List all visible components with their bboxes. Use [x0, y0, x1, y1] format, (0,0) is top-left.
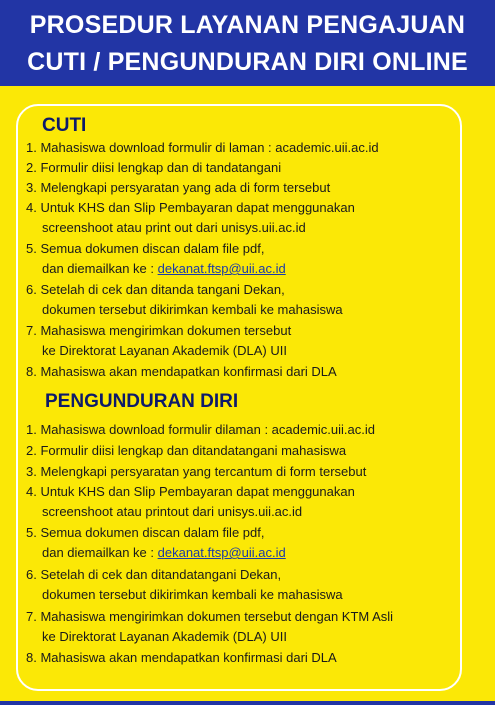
- pengunduran-step-5: 5. Semua dokumen discan dalam file pdf,: [26, 525, 265, 540]
- cuti-step-5-cont: [42, 259, 286, 279]
- pengunduran-step-5-cont: [42, 543, 286, 563]
- cuti-step-4: 4. Untuk KHS dan Slip Pembayaran dapat menggunakan: [26, 200, 355, 215]
- pengunduran-step-6-cont: dokumen tersebut dikirimkan kembali ke mahasiswa: [42, 587, 343, 602]
- cuti-step-7-cont: ke Direktorat Layanan Akademik (DLA) UII: [42, 343, 287, 358]
- header-banner: [0, 0, 495, 86]
- pengunduran-step-3: 3. Melengkapi persyaratan yang tercantum di form tersebut: [26, 464, 367, 479]
- cuti-step-8: 8. Mahasiswa akan mendapatkan konfirmasi dari DLA: [26, 364, 337, 379]
- cuti-step-6: 6. Setelah di cek dan ditanda tangani Dekan,: [26, 282, 285, 297]
- pengunduran-step-2: 2. Formulir diisi lengkap dan ditandatangani mahasiswa: [26, 443, 347, 458]
- bottom-border: [0, 701, 495, 705]
- pengunduran-step-7: 7. Mahasiswa mengirimkan dokumen tersebut dengan KTM Asli: [26, 609, 394, 624]
- cuti-step-3: 3. Melengkapi persyaratan yang ada di form tersebut: [26, 180, 331, 195]
- cuti-step-4-cont: screenshoot atau print out dari unisys.uii.ac.id: [42, 220, 306, 235]
- section-heading-pengunduran: PENGUNDURAN DIRI: [45, 391, 239, 412]
- pengunduran-step-8: 8. Mahasiswa akan mendapatkan konfirmasi dari DLA: [26, 650, 337, 665]
- title-line-1: PROSEDUR LAYANAN PENGAJUAN: [29, 11, 466, 39]
- title-line-2: CUTI / PENGUNDURAN DIRI ONLINE: [27, 48, 468, 76]
- pengunduran-step-7-cont: ke Direktorat Layanan Akademik (DLA) UII: [42, 629, 287, 644]
- pengunduran-step-4: 4. Untuk KHS dan Slip Pembayaran dapat menggunakan: [26, 484, 355, 499]
- cuti-step-1: 1. Mahasiswa download formulir di laman : academic.uii.ac.id: [26, 140, 379, 155]
- cuti-step-2: 2. Formulir diisi lengkap dan di tandatangani: [26, 160, 282, 175]
- cuti-step-6-cont: dokumen tersebut dikirimkan kembali ke mahasiswa: [42, 302, 343, 317]
- pengunduran-step-1: 1. Mahasiswa download formulir dilaman : academic.uii.ac.id: [26, 422, 375, 437]
- cuti-email-link[interactable]: dekanat.ftsp@uii.ac.id: [157, 261, 286, 276]
- pengunduran-email-prefix: dan diemailkan ke :: [42, 545, 158, 560]
- pengunduran-email-link[interactable]: dekanat.ftsp@uii.ac.id: [157, 545, 286, 560]
- section-heading-cuti: CUTI: [42, 115, 87, 136]
- pengunduran-step-4-cont: screenshoot atau printout dari unisys.uii.ac.id: [42, 504, 303, 519]
- cuti-step-5: 5. Semua dokumen discan dalam file pdf,: [26, 241, 265, 256]
- cuti-email-prefix: dan diemailkan ke :: [42, 261, 158, 276]
- pengunduran-step-6: 6. Setelah di cek dan ditandatangani Dekan,: [26, 567, 282, 582]
- cuti-step-7: 7. Mahasiswa mengirimkan dokumen tersebut: [26, 323, 292, 338]
